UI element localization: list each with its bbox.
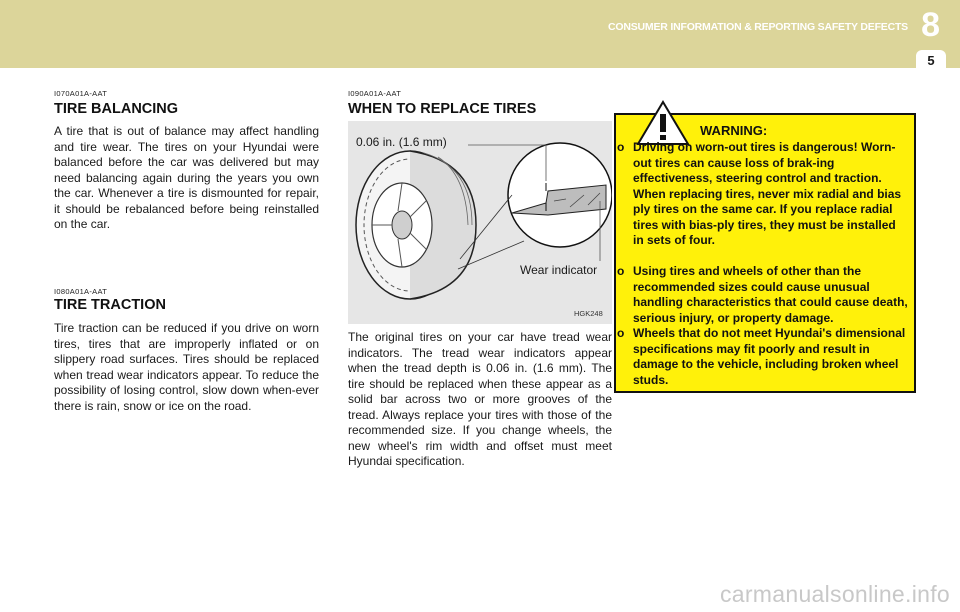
warning-bullet: o <box>617 264 625 278</box>
section-code-traction: I080A01A-AAT <box>54 287 108 296</box>
section-code-balancing: I070A01A-AAT <box>54 89 108 98</box>
page-number: 5 <box>927 53 935 68</box>
warning-item-wheels: Wheels that do not meet Hyundai's dimensional specifications may fit poorly and result in damage to the vehicle, including broken wheel studs. <box>633 326 906 387</box>
heading-tire-traction: TIRE TRACTION <box>54 297 166 313</box>
heading-tire-balancing: TIRE BALANCING <box>54 101 179 117</box>
warning-title: WARNING: <box>700 123 768 138</box>
watermark: carmanualsonline.info <box>719 581 950 607</box>
paragraph-when-to-replace: The original tires on your car have tread wear indicators. The tread wear indicators appear when the tread depth is 0.06 in. (1.6 mm). The tire should be replaced when these appear as a solid bar across two or more grooves of the tread. Always replace your tires with those of the recommended size. If you change wheels, the new wheel's rim width and offset must meet Hyundai specification. <box>348 330 612 468</box>
warning-item-sizes: Using tires and wheels of other than the recommended sizes could cause unusual handling characteristics that could cause death, serious injury, or property damage. <box>633 264 908 325</box>
tire-wear-figure <box>348 121 612 324</box>
wear-indicator-label: Wear indicator <box>520 263 598 277</box>
heading-when-to-replace: WHEN TO REPLACE TIRES <box>348 101 537 117</box>
page-header <box>0 0 960 68</box>
wheel-hub <box>392 211 412 239</box>
warning-bullet: o <box>617 140 625 154</box>
chapter-title: CONSUMER INFORMATION & REPORTING SAFETY DEFECTS <box>608 21 908 33</box>
tire-illustration <box>348 121 612 324</box>
paragraph-tire-balancing: A tire that is out of balance may affect handling and tire wear. The tires on your Hyundai were balanced before the car was delivered but may need balancing again during the years you own the car. Whenever a tire is dismounted for repair, it should be rebalanced before being reinstalled on the car. <box>54 124 319 231</box>
paragraph-tire-traction: Tire traction can be reduced if you drive on worn tires, tires that are improperly inflated or on slippery road surfaces. Tires should be replaced when tread wear indicators appear. To reduce the possibility of losing control, slow down when-ever there is rain, snow or ice on the road. <box>54 321 319 413</box>
section-code-replace: I090A01A-AAT <box>348 89 402 98</box>
figure-code: HGK248 <box>574 309 603 318</box>
warning-item-worn-tires: Driving on worn-out tires is dangerous! Worn-out tires can cause loss of brak-ing effectiveness, steering control and traction. When replacing tires, never mix radial and bias ply tires on the same car. If you replace radial tires with bias-ply tires, they must be installed in sets of four. <box>633 140 902 247</box>
chapter-number: 8 <box>921 6 940 44</box>
depth-label: 0.06 in. (1.6 mm) <box>356 135 447 149</box>
warning-bullet: o <box>617 326 625 340</box>
